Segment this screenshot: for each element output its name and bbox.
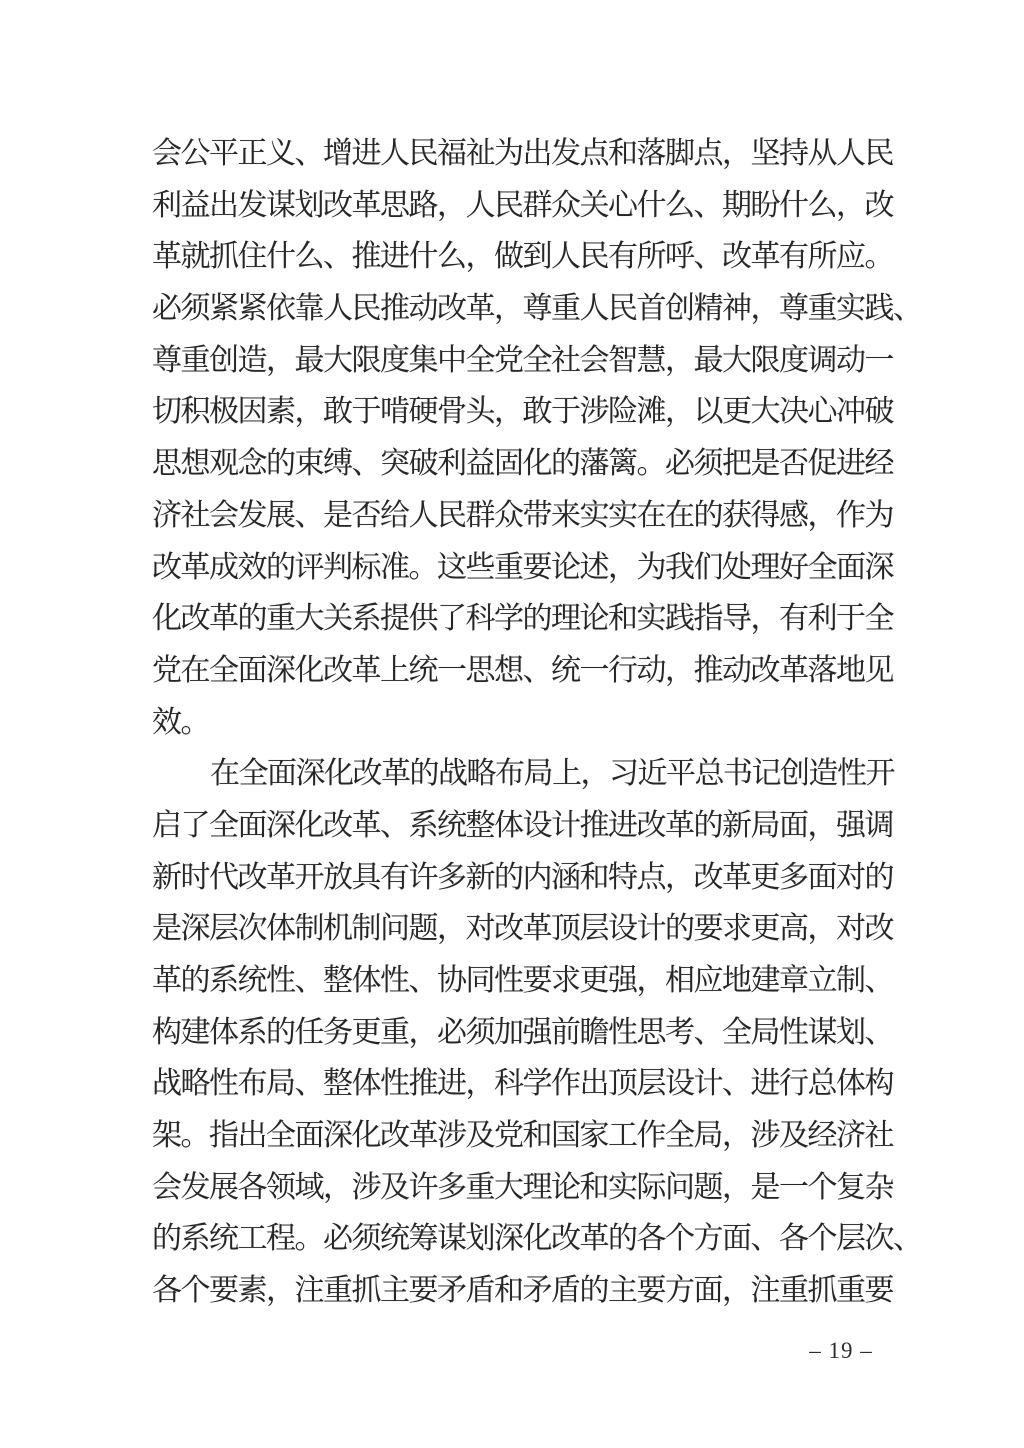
text-line: 必须紧紧依靠人民推动改革，尊重人民首创精神，尊重实践、: [152, 292, 922, 326]
text-line: 的系统工程。必须统筹谋划深化改革的各个方面、各个层次、: [152, 1222, 922, 1256]
text-line: 架。指出全面深化改革涉及党和国家工作全局，涉及经济社: [152, 1119, 893, 1153]
text-line: 各个要素，注重抓主要矛盾和矛盾的主要方面，注重抓重要: [152, 1274, 893, 1308]
text-line: 革就抓住什么、推进什么，做到人民有所呼、改革有所应。: [152, 240, 893, 274]
text-line: 济社会发展、是否给人民群众带来实实在在的获得感，作为: [152, 498, 893, 532]
text-line: 启了全面深化改革、系统整体设计推进改革的新局面，强调: [152, 808, 893, 842]
text-line: 构建体系的任务更重，必须加强前瞻性思考、全局性谋划、: [152, 1015, 893, 1049]
text-line: 是深层次体制机制问题，对改革顶层设计的要求更高，对改: [152, 912, 893, 946]
text-line-paragraph-end: 效。: [152, 705, 209, 739]
text-line: 会公平正义、增进人民福祉为出发点和落脚点，坚持从人民: [152, 137, 893, 170]
text-line: 化改革的重大关系提供了科学的理论和实践指导，有利于全: [152, 602, 893, 636]
text-line-paragraph-start: 在全面深化改革的战略布局上，习近平总书记创造性开: [210, 757, 894, 791]
text-line: 会发展各领域，涉及许多重大理论和实际问题，是一个复杂: [152, 1170, 893, 1204]
text-line: 思想观念的束缚、突破利益固化的藩篱。必须把是否促进经: [152, 447, 893, 481]
page-number: – 19 –: [809, 1338, 873, 1363]
text-line: 利益出发谋划改革思路，人民群众关心什么、期盼什么，改: [152, 188, 893, 222]
text-line: 党在全面深化改革上统一思想、统一行动，推动改革落地见: [152, 653, 893, 687]
text-line: 新时代改革开放具有许多新的内涵和特点，改革更多面对的: [152, 860, 893, 894]
text-line: 战略性布局、整体性推进，科学作出顶层设计、进行总体构: [152, 1067, 893, 1101]
text-line: 切积极因素，敢于啃硬骨头，敢于涉险滩，以更大决心冲破: [152, 395, 893, 429]
text-line: 改革成效的评判标准。这些重要论述，为我们处理好全面深: [152, 550, 893, 584]
text-line: 尊重创造，最大限度集中全党全社会智慧，最大限度调动一: [152, 343, 893, 377]
text-line: 革的系统性、整体性、协同性要求更强，相应地建章立制、: [152, 964, 893, 997]
body-text: [152, 128, 922, 1317]
